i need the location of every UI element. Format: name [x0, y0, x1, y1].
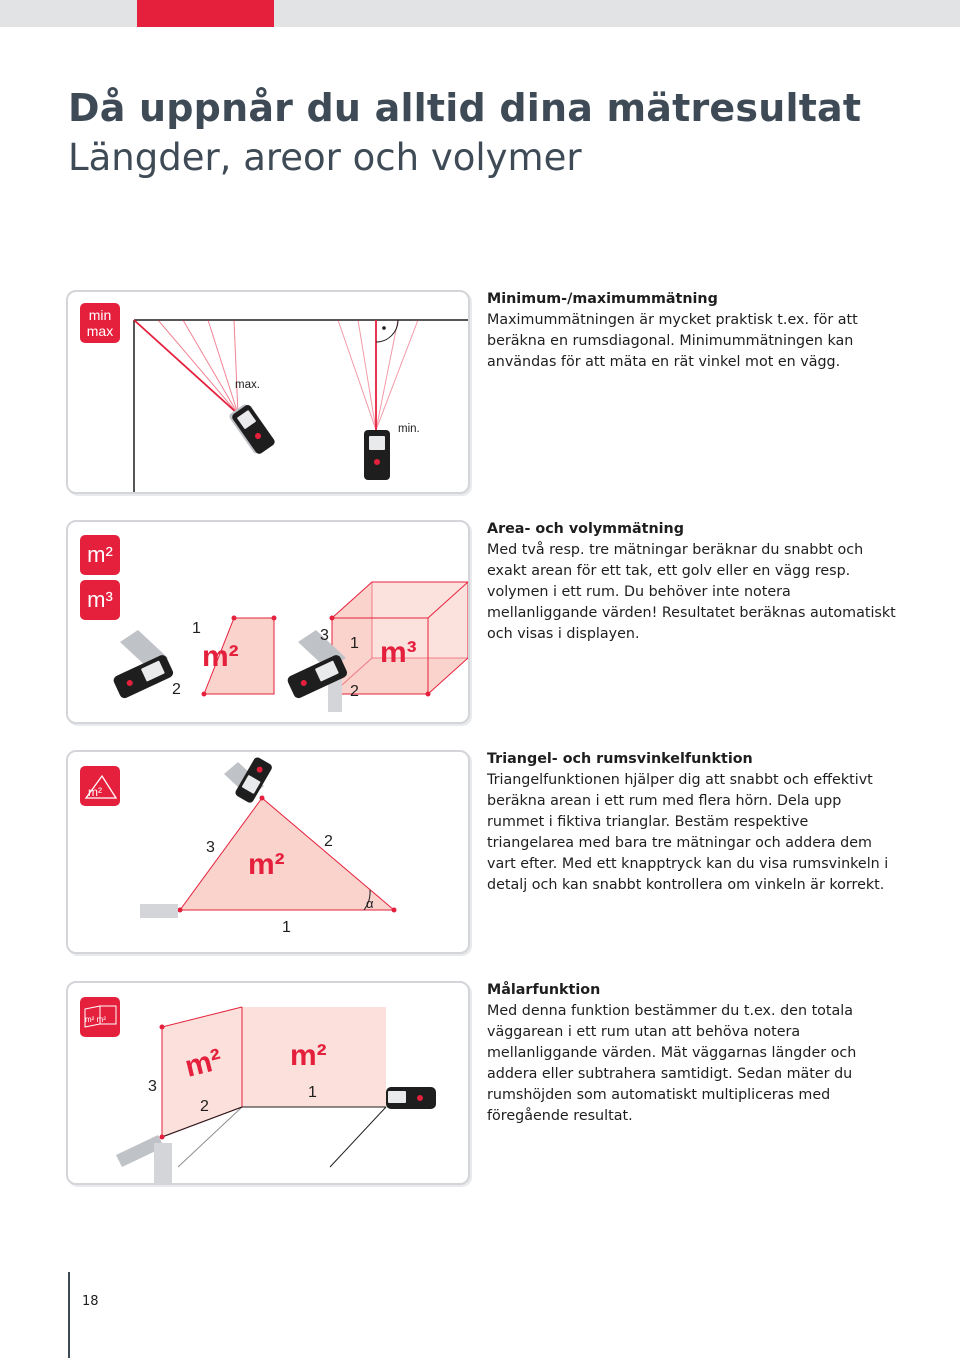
minmax-drawing: [68, 292, 468, 492]
painter-icon: [80, 997, 120, 1037]
max-label: max.: [235, 379, 260, 391]
triangle-icon-label: m²: [88, 785, 102, 799]
triangle-number-3: 3: [206, 839, 215, 856]
volume-number-1: 1: [350, 635, 359, 652]
area-volume-illustration: [66, 520, 470, 724]
area-label: m²: [202, 640, 239, 673]
triangle-area-label: m²: [248, 848, 285, 881]
volume-label: m³: [380, 636, 417, 669]
volume-number-3: 3: [320, 627, 329, 644]
painter-icon-label: m² m²: [85, 1015, 106, 1024]
painter-area-label-wall-a: m²: [181, 1042, 226, 1084]
area-number-1: 1: [192, 620, 201, 637]
triangle-section: [487, 749, 897, 896]
painter-number-3: 3: [148, 1078, 157, 1095]
area-icon: m²: [80, 535, 120, 575]
triangle-number-2: 2: [324, 833, 333, 850]
top-bar: [0, 0, 960, 27]
painter-body: Med denna funktion bestämmer du t.ex. den totala väggarean i ett rum utan att behöva notera mellanliggande värden. Mät väggarnas längder och addera eller subtrahera samtidigt. Sedan mäter du rumshöjden som automatiskt multipliceras med föregående resultat.: [487, 1003, 857, 1124]
minmax-icon-min: min: [88, 307, 112, 323]
angle-alpha-label: α: [366, 896, 374, 911]
painter-area-label-wall-b: m²: [290, 1039, 327, 1072]
painter-drawing: [68, 983, 468, 1183]
top-bar-accent: [137, 0, 274, 27]
painter-illustration: [66, 981, 470, 1185]
minmax-heading: Minimum-/maximummätning: [487, 291, 718, 307]
volume-icon: m³: [80, 580, 120, 620]
minmax-icon-max: max: [86, 323, 114, 339]
volume-number-2: 2: [350, 683, 359, 700]
page-title: Då uppnår du alltid dina mätresultat: [68, 86, 862, 130]
area-volume-drawing: [68, 522, 468, 722]
area-body: Med två resp. tre mätningar beräknar du snabbt och exakt arean för ett tak, ett golv eller en vägg resp. volymen i ett rum. Du behöver inte notera mellanliggande värden! Resultatet beräknas automatiskt och visas i displayen.: [487, 542, 896, 642]
footer-rule: [68, 1272, 70, 1358]
page-subtitle: Längder, areor och volymer: [68, 136, 582, 179]
painter-section: [487, 980, 897, 1127]
page-number: 18: [82, 1294, 99, 1309]
triangle-icon: [80, 766, 120, 806]
minmax-illustration: [66, 290, 470, 494]
triangle-body: Triangelfunktionen hjälper dig att snabbt och effektivt beräkna arean i ett rum med flera hörn. Dela upp rummet i fiktiva trianglar. Bestäm respektive triangelarea med bara tre mätningar och addera dem vart efter. Med ett knapptryck kan du visa rumsvinkeln i detalj och kan snabbt kontrollera om vinkeln är korrekt.: [487, 772, 889, 893]
area-section: [487, 519, 897, 645]
painter-heading: Målarfunktion: [487, 982, 601, 998]
triangle-number-1: 1: [282, 919, 291, 936]
triangle-illustration: [66, 750, 470, 954]
area-heading: Area- och volymmätning: [487, 521, 684, 537]
min-label: min.: [398, 423, 420, 435]
painter-number-1: 1: [308, 1084, 317, 1101]
area-number-2: 2: [172, 681, 181, 698]
painter-number-2: 2: [200, 1098, 209, 1115]
minmax-section: [487, 289, 897, 373]
triangle-heading: Triangel- och rumsvinkelfunktion: [487, 751, 753, 767]
minmax-icon: [80, 303, 120, 343]
minmax-body: Maximummätningen är mycket praktisk t.ex. för att beräkna en rumsdiagonal. Minimummätningen kan användas för att mäta en rät vinkel mot en vägg.: [487, 312, 858, 370]
triangle-drawing: [68, 752, 468, 952]
